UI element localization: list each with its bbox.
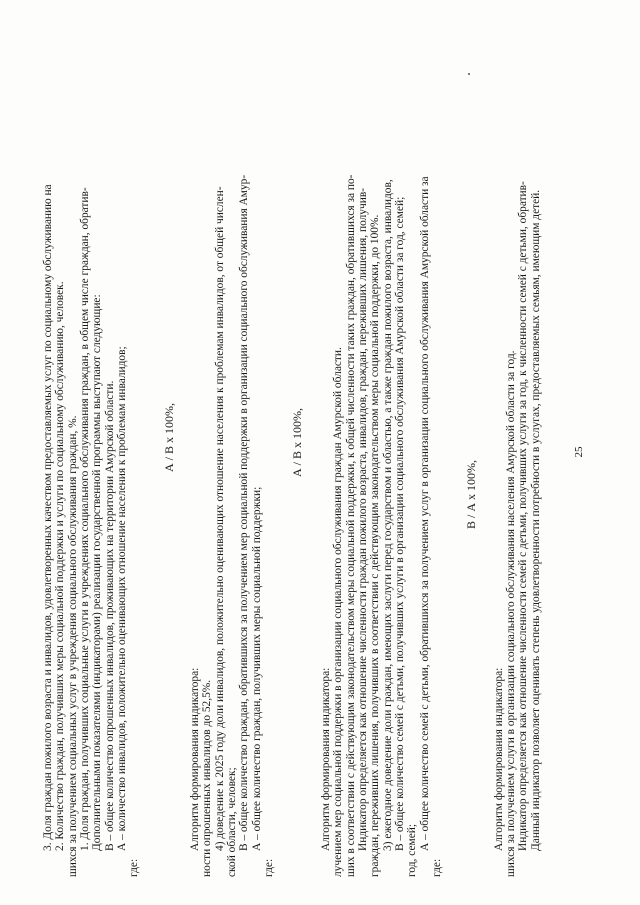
paragraph-line: где: [263,858,275,877]
paragraph-line: Индикатор определяется как отношение численности граждан пожилого возраста, инвалидов, граждан, переживших лишения, получив- [357,188,369,851]
paragraph-line: Алгоритм формирования индикатора: [189,667,201,851]
paragraph-line: 2. Количество граждан, получивших меры социальной поддержки и услуги по социальному обслуживанию, человек. [54,281,66,851]
page-number: 25 [573,446,585,458]
paragraph-line: шихся за получением социальных услуг в учреждения социального обслуживания граждан, %. [67,415,79,877]
paragraph-line: В – общее количество граждан, обратившихся за получением мер социальной поддержки в организации социального обслуживания Амур- [238,174,250,851]
formula: В / А x 100%, [464,460,478,529]
paragraph-line: Данный индикатор позволяет оценивать степень удовлетворенности потребности в услугах, предоставляемых семьям, имеющим детей. [530,189,542,851]
paragraph-line: лучением мер социальной поддержки в организации социального обслуживания граждан Амурской области. [332,347,344,877]
paragraph-line: шихся за получением услуги в организации социального обслуживания населения Амурской области за год. [505,350,517,877]
paragraph-line: граждан, переживших лишения, получивших в соответствии с действующим законодательством меры социальной поддержки, до 100%. [369,214,381,877]
formula: А / В x 100%, [290,408,304,477]
formula: А / В x 100%, [162,403,176,472]
paragraph-line: 3) ежегодное доведение доли граждан, имеющих заслуги перед государством и областью, а также граждан пожилого возраста, инвалидов, [382,179,394,851]
paragraph-line: ших в соответствии с действующим законодательством меры социальной поддержки, к общей численности таких граждан, обратившихся за по- [345,174,357,877]
paragraph-line: ской области, человек; [226,767,238,877]
paragraph-line: 3. Доля граждан пожилого возраста и инвалидов, удовлетворенных качеством предоставляемых услуг по социальному обслуживанию на [42,184,54,851]
paragraph-line: ности опрошенных инвалидов до 52,5%. [201,679,213,877]
paragraph-line: А – количество инвалидов, положительно оценивающих отношение населения к проблемам инвалидов; [116,346,128,851]
paragraph-line: Дополнительными показателями (индикаторами) реализации государственной программы выступают следующие: [91,294,103,851]
paragraph-line: где: [128,858,140,877]
paragraph-line: Алгоритм формирования индикатора: [493,667,505,851]
paragraph-line: В – общее количество семей с детьми, получивших услуги в организации социального обслуживания Амурской области за год, семей; [394,196,406,851]
paragraph-line: Алгоритм формирования индикатора: [320,667,332,851]
paragraph-line: Индикатор определяется как отношение численности семей с детьми, получивших услуги за год, к численности семей с детьми, обратив- [517,181,529,851]
paragraph-line: А – общее количество граждан, получивших меры социальной поддержки; [251,486,263,851]
rotated-document-body [42,27,613,877]
paragraph-line: где: [431,858,443,877]
paragraph-line: 4) доведение к 2025 году доли инвалидов, положительно оценивающих отношение населения к проблемам инвалидов, от общей числен- [214,186,226,851]
paragraph-line: В – общее количество опрошенных инвалидов, проживающих на территории Амурской области. [104,380,116,851]
paragraph-line: год, семей; [406,823,418,877]
paragraph-line: 1. Доля граждан, получивших социальные услуги в учреждениях социального обслуживания граждан, в общем числе граждан, обратив- [79,187,91,851]
paragraph-line: А – общее количество семей с детьми, обратившихся за получением услуг в организации социального обслуживания Амурской области за [419,176,431,851]
